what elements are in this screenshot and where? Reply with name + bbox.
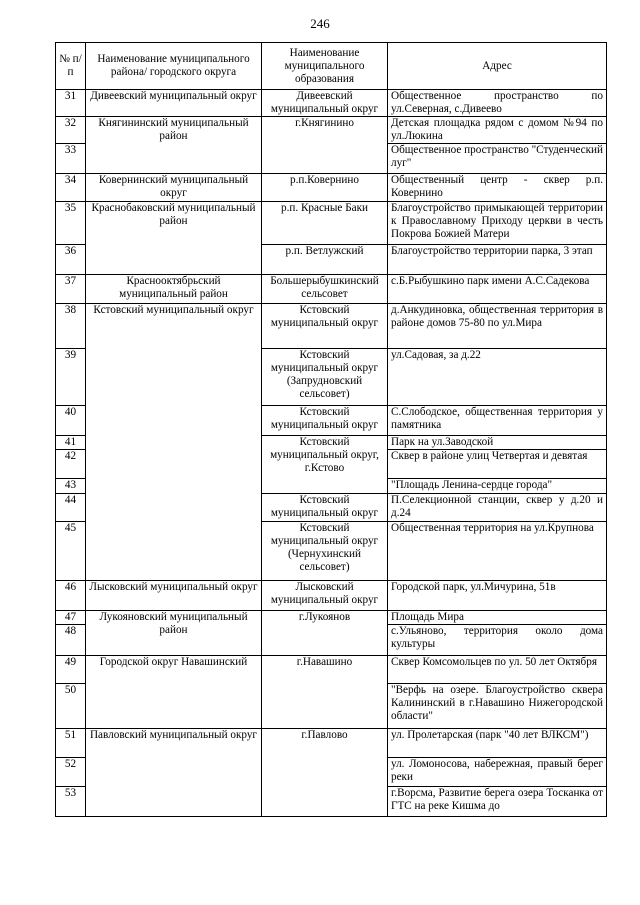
- row-address: Детская площадка рядом с домом №94 по ул.Люкина: [388, 117, 607, 144]
- row-address: Общественный центр - сквер р.п. Ковернино: [388, 174, 607, 202]
- objects-table: [55, 42, 607, 817]
- row-municipality: г.Павлово: [262, 729, 388, 817]
- header-address: Адрес: [388, 43, 607, 90]
- row-num: 31: [56, 90, 86, 117]
- table-row: [56, 611, 607, 625]
- row-num: 40: [56, 406, 86, 436]
- row-num: 41: [56, 436, 86, 450]
- row-district: Дивеевский муниципальный округ: [86, 90, 262, 117]
- row-address: ул.Садовая, за д.22: [388, 349, 607, 406]
- row-municipality: Кстовский муниципальный округ: [262, 494, 388, 522]
- row-num: 47: [56, 611, 86, 625]
- row-address: "Площадь Ленина-сердце города": [388, 479, 607, 494]
- row-municipality: г.Лукоянов: [262, 611, 388, 656]
- row-address: Сквер Комсомольцев по ул. 50 лет Октября: [388, 656, 607, 684]
- row-num: 39: [56, 349, 86, 406]
- row-address: с.Ульяново, территория около дома культуры: [388, 625, 607, 656]
- table-header-row: [56, 43, 607, 90]
- row-district: Лысковский муниципальный округ: [86, 581, 262, 611]
- row-municipality: Большерыбушкинский сельсовет: [262, 275, 388, 304]
- row-address: Городской парк, ул.Мичурина, 51в: [388, 581, 607, 611]
- header-num: № п/п: [56, 43, 86, 90]
- row-address: с.Б.Рыбушкино парк имени А.С.Садекова: [388, 275, 607, 304]
- row-num: 44: [56, 494, 86, 522]
- row-num: 46: [56, 581, 86, 611]
- row-num: 53: [56, 787, 86, 817]
- row-district: Краснобаковский муниципальный район: [86, 202, 262, 275]
- page-number: 246: [310, 16, 330, 31]
- row-num: 42: [56, 450, 86, 479]
- row-num: 51: [56, 729, 86, 758]
- row-address: П.Селекционной станции, сквер у д.20 и д.24: [388, 494, 607, 522]
- row-municipality: р.п. Красные Баки: [262, 202, 388, 245]
- row-municipality: Кстовский муниципальный округ (Чернухинский сельсовет): [262, 522, 388, 581]
- row-num: 37: [56, 275, 86, 304]
- table-row: [56, 304, 607, 349]
- table-row: [56, 117, 607, 144]
- row-municipality: Дивеевский муниципальный округ: [262, 90, 388, 117]
- table-row: [56, 275, 607, 304]
- row-address: Благоустройство территории парка, 3 этап: [388, 245, 607, 275]
- row-num: 35: [56, 202, 86, 245]
- row-district: Краснооктябрьский муниципальный район: [86, 275, 262, 304]
- row-address: "Верфь на озере. Благоустройство сквера Калининский в г.Навашино Нижегородской области": [388, 684, 607, 729]
- row-municipality: Кстовский муниципальный округ: [262, 304, 388, 349]
- table-row: [56, 202, 607, 245]
- row-num: 52: [56, 758, 86, 787]
- row-district: Княгининский муниципальный район: [86, 117, 262, 174]
- row-district: Лукояновский муниципальный район: [86, 611, 262, 656]
- row-district: Ковернинский муниципальный округ: [86, 174, 262, 202]
- row-municipality: р.п. Ветлужский: [262, 245, 388, 275]
- row-num: 34: [56, 174, 86, 202]
- table-row: [56, 174, 607, 202]
- row-address: г.Ворсма, Развитие берега озера Тосканка от ГТС на реке Кишма до: [388, 787, 607, 817]
- row-address: Парк на ул.Заводской: [388, 436, 607, 450]
- row-address: ул. Ломоносова, набережная, правый берег реки: [388, 758, 607, 787]
- table-row: [56, 90, 607, 117]
- row-num: 48: [56, 625, 86, 656]
- row-municipality: г.Навашино: [262, 656, 388, 729]
- row-district: Кстовский муниципальный округ: [86, 304, 262, 581]
- row-address: Общественная территория на ул.Крупнова: [388, 522, 607, 581]
- row-municipality: Кстовский муниципальный округ, г.Кстово: [262, 436, 388, 494]
- row-num: 36: [56, 245, 86, 275]
- row-municipality: Лысковский муниципальный округ: [262, 581, 388, 611]
- row-municipality: Кстовский муниципальный округ (Запрудновский сельсовет): [262, 349, 388, 406]
- row-address: Площадь Мира: [388, 611, 607, 625]
- table-row: [56, 581, 607, 611]
- row-address: С.Слободское, общественная территория у памятника: [388, 406, 607, 436]
- row-address: Сквер в районе улиц Четвертая и девятая: [388, 450, 607, 479]
- row-district: Павловский муниципальный округ: [86, 729, 262, 817]
- table-row: [56, 729, 607, 758]
- row-num: 50: [56, 684, 86, 729]
- row-num: 43: [56, 479, 86, 494]
- row-address: ул. Пролетарская (парк "40 лет ВЛКСМ"): [388, 729, 607, 758]
- header-municipality: Наименование муниципального образования: [262, 43, 388, 90]
- row-municipality: р.п.Ковернино: [262, 174, 388, 202]
- row-num: 49: [56, 656, 86, 684]
- row-num: 32: [56, 117, 86, 144]
- row-address: Благоустройство примыкающей территории к Православному Приходу церкви в честь Покрова Божией Матери: [388, 202, 607, 245]
- row-municipality: г.Княгинино: [262, 117, 388, 174]
- row-district: Городской округ Навашинский: [86, 656, 262, 729]
- header-district: Наименование муниципального района/ городского округа: [86, 43, 262, 90]
- table-row: [56, 656, 607, 684]
- row-address: Общественное пространство "Студенческий луг": [388, 144, 607, 174]
- row-num: 38: [56, 304, 86, 349]
- row-municipality: Кстовский муниципальный округ: [262, 406, 388, 436]
- row-num: 45: [56, 522, 86, 581]
- row-address: Общественное пространство по ул.Северная, с.Дивеево: [388, 90, 607, 117]
- row-address: д.Анкудиновка, общественная территория в районе домов 75-80 по ул.Мира: [388, 304, 607, 349]
- row-num: 33: [56, 144, 86, 174]
